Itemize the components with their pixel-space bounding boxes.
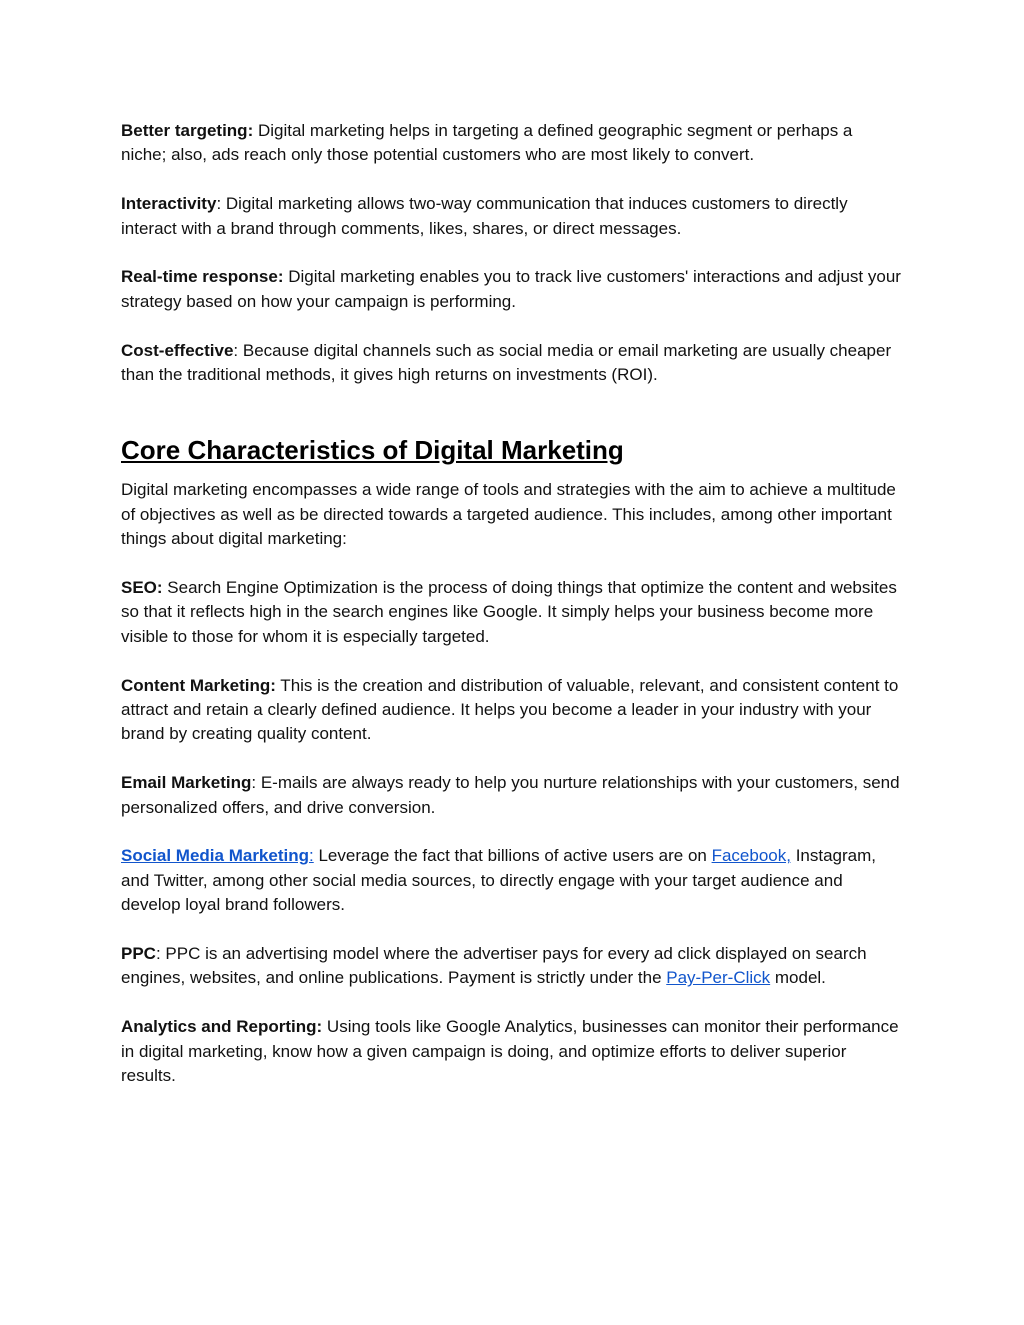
paragraph-ppc: [121, 942, 901, 991]
term-description: : E-mails are always ready to help you nurture relationships with your customers, send personalized offers, and drive conversion.: [121, 773, 900, 817]
term-label: Cost-effective: [121, 340, 234, 360]
paragraph-better-targeting: [121, 119, 901, 168]
term-label: Content Marketing:: [121, 675, 276, 695]
paragraph-social-media-marketing: [121, 844, 901, 917]
paragraph-real-time-response: [121, 265, 901, 314]
term-label: Interactivity: [121, 194, 217, 214]
term-description: Using tools like Google Analytics, businesses can monitor their performance in digital marketing, know how a given campaign is doing, and optimize efforts to deliver superior results.: [121, 1017, 899, 1086]
paragraph-content-marketing: [121, 674, 901, 747]
term-description: This is the creation and distribution of valuable, relevant, and consistent content to attract and retain a clearly defined audience. It helps you become a leader in your industry with your brand by creating quality content.: [121, 675, 899, 744]
term-label: Better targeting:: [121, 121, 254, 140]
term-label: SEO:: [121, 578, 163, 598]
term-description: : PPC is an advertising model where the advertiser pays for every ad click displayed on search engines, websites, and online publications. Payment is strictly under the: [121, 944, 867, 988]
paragraph-interactivity: [121, 192, 901, 241]
paragraph-email-marketing: [121, 771, 901, 820]
term-description: Digital marketing helps in targeting a defined geographic segment or perhaps a niche; also, ads reach only those potential customers who are most likely to convert.: [121, 121, 853, 165]
paragraph-seo: [121, 576, 901, 649]
term-label: Email Marketing: [121, 773, 252, 793]
social-media-colon-link[interactable]: :: [309, 846, 314, 866]
term-label: Analytics and Reporting:: [121, 1017, 323, 1037]
paragraph-cost-effective: [121, 339, 901, 388]
term-description: Search Engine Optimization is the process of doing things that optimize the content and websites so that it reflects high in the search engines like Google. It simply helps your business become more visible to those for whom it is especially targeted.: [121, 578, 897, 646]
term-description-continued: Instagram, and Twitter, among other social media sources, to directly engage with your target audience and develop loyal brand followers.: [121, 846, 877, 915]
term-label: PPC: [121, 944, 156, 964]
pay-per-click-link[interactable]: Pay-Per-Click: [666, 968, 771, 988]
term-description: : Because digital channels such as social media or email marketing are usually cheaper than the traditional methods, it gives high returns on investments (ROI).: [121, 340, 892, 385]
term-description: Leverage the fact that billions of active users are on: [313, 846, 712, 866]
term-description-continued: model.: [770, 968, 826, 988]
facebook-link[interactable]: Facebook,: [711, 846, 791, 866]
document-page: [121, 119, 901, 1113]
social-media-marketing-link[interactable]: Social Media Marketing: [121, 846, 309, 866]
term-description: : Digital marketing allows two-way communication that induces customers to directly interact with a brand through comments, likes, shares, or direct messages.: [121, 194, 848, 238]
term-label: Real-time response:: [121, 267, 284, 287]
section-intro: Digital marketing encompasses a wide range of tools and strategies with the aim to achieve a multitude of objectives as well as be directed towards a targeted audience. This includes, among other important things about digital marketing:: [121, 480, 896, 549]
section-heading: Core Characteristics of Digital Marketing: [121, 435, 624, 466]
term-description: Digital marketing enables you to track live customers' interactions and adjust your strategy based on how your campaign is performing.: [121, 267, 901, 311]
paragraph-analytics-reporting: [121, 1015, 901, 1088]
